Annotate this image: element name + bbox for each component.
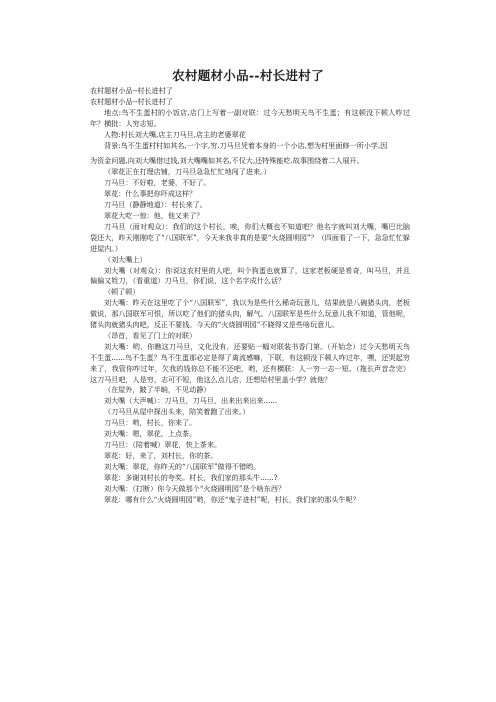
paragraph: 人物:村长刘大嘴,店主刀马旦,店主的老婆翠花 [104,129,246,139]
paragraph: 刀马旦（面对观众）：我们的这个村长，唉，你们大概也不知道吧？他名字就叫刘大嘴，嘴巴比脑袋还大，昨天刚刚吃了“八国联军”，今天来我非真的是要“火烧圆明园”？（四面看了一下，急急忙忙躲进屋内。） [90,221,410,253]
paragraph: 刘大嘴：昨天在这里吃了个“八国联军”，我以为是些什么稀奇玩意儿，结果就是八碗猪头肉，老板做说，那八国联军可恨，所以吃了他们的猪头肉，解气。八国联军是些什么玩意儿我不知道，管他呢，猪头肉就猪头肉吧，反正不要钱。今天的“火烧圆明园”不晓得又是些啥玩意儿。 [90,298,410,330]
paragraph: （在屋外，跛了半晌，不见动静） [104,385,211,395]
paragraph: 农村题材小品--村长进村了 [90,86,173,95]
paragraph: （昂首，看见了门上的对联） [104,330,197,340]
paragraph: 翠花大吃一惊：他，他又来了？ [104,210,204,220]
paragraph: （翠花正在打理店铺，刀马旦急急忙忙地闯了进来。） [104,167,271,177]
document-title: 农村题材小品--村长进村了 [172,68,324,83]
paragraph: 翠花：多谢刘村长的夸奖。村长，我们家的那头牛......? [104,472,278,482]
paragraph: 刘大嘴：嗯，翠花，上点茶。 [104,429,197,439]
paragraph: 农村题材小品--村长进村了 [90,96,173,106]
paragraph: 刘大嘴（大声喊）：刀马旦，刀马旦，出来出来出来...... [104,396,278,406]
paragraph: 地点:鸟不生蛋村的小饭店,店门上写着一副对联：过今天愁明天鸟不生蛋；有这顿没下顿人咋过年？横批：人穷志短。 [90,107,410,128]
paragraph: 刀马旦：（陪着喊）翠花，快上茶来。 [104,440,222,449]
paragraph: 刀马旦：不好啦，老婆，不好了。 [104,178,211,188]
paragraph: 翠花：哪有什么“火烧圆明园”哟，你还“鬼子进村”呢，村长，我们家的那头牛呢？ [104,494,360,504]
paragraph: 刘大嘴：哟，你瞧这刀马旦，文化没有，还要贴一幅对联装书香门第。（开始念）过今天愁明天鸟不生蛋......鸟不生蛋？鸟不生蛋那必定是得了禽流感嘛，下联，有这顿没下顿人咋过年，嘿，还哭起穷来了，我管你咋过年，欠我的钱你总不能不还吧，哟，还有横联：人一穷一志一短。（拖长声音念完）这刀马旦吧，人是穷，志可不短，他这么点儿店，还想给村里盖小学？就他？ [90,341,410,384]
paragraph: 翠花：什么事把你吓成这样？ [104,189,197,199]
paragraph: 刘大嘴（对观众）：你说这农村里的人吧，叫个狗蛋也就算了，这家老板硬是希奇，叫马旦，并且偏偏又姓刀，（看重道）刀马旦，你们说，这个名字成什么话？ [90,265,410,286]
document-body [90,86,410,505]
paragraph: （顿了顿） [104,287,140,297]
paragraph: （刘大嘴上） [104,254,147,264]
paragraph: （刀马旦从屋中探出头来，陪笑着跑了出来。） [104,407,250,417]
paragraph: 背景:鸟不生蛋村村如其名,一个字,穷.刀马旦凭着本身的一个小店,想为村里面修一所小学,因 [104,140,388,150]
paragraph: 刀马旦：哟，村长，你来了。 [104,418,197,428]
paragraph: 为资金问题,向刘大嘴借过钱,刘大嘴嘴如其名,不仅大,还特殊能吃.故事围绕着二人展开。 [90,156,364,166]
paragraph: 刘大嘴：翠花，你昨天的“八国联军”做得不错哟。 [104,461,261,471]
paragraph: 刘大嘴：（打断）你今天做那个“火烧圆明园”是个啥东西？ [104,483,286,493]
paragraph: 翠花：好，来了，刘村长，你的茶。 [104,450,218,460]
paragraph: 刀马旦（静静地道）：村长来了。 [104,200,207,210]
